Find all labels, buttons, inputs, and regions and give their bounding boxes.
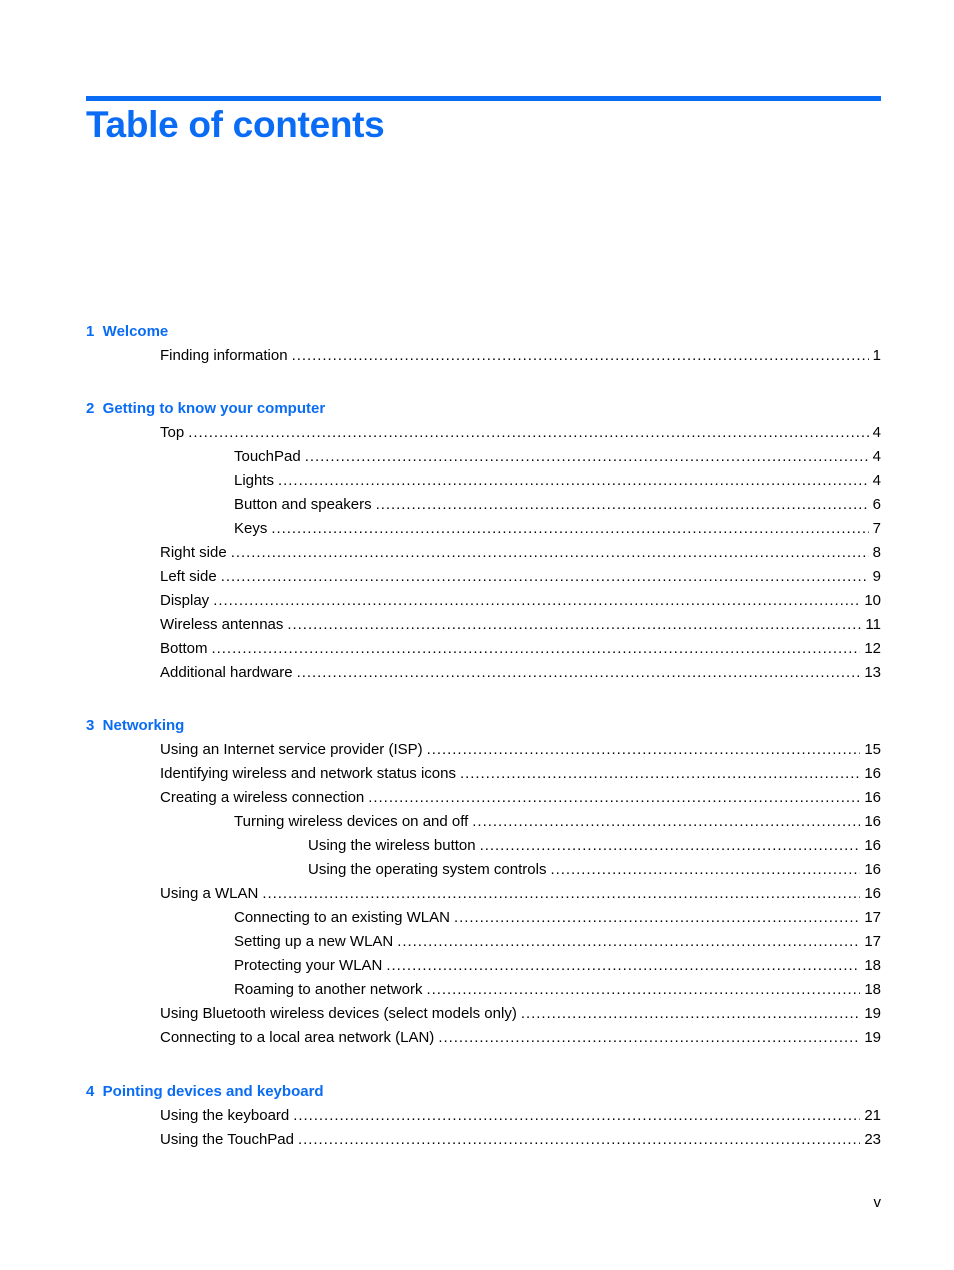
dot-leader [271, 519, 868, 539]
dot-leader [460, 764, 860, 784]
toc-entry-page: 10 [864, 592, 881, 609]
page-title: Table of contents [86, 104, 385, 145]
toc-entry-page: 13 [864, 664, 881, 681]
dot-leader [212, 639, 861, 659]
toc-entry-label: Lights [234, 472, 275, 489]
dot-leader [188, 423, 868, 443]
dot-leader [427, 740, 861, 760]
toc-entry-label: Button and speakers [234, 496, 372, 513]
toc-entry-label: Using a WLAN [160, 885, 259, 902]
chapter-heading[interactable]: 2 Getting to know your computer [86, 400, 326, 417]
toc-entry-label: Additional hardware [160, 664, 293, 681]
toc-entry[interactable] [160, 740, 881, 760]
toc-entry-page: 4 [872, 448, 881, 465]
toc-entry-label: Creating a wireless connection [160, 789, 365, 806]
toc-entry-label: TouchPad [234, 448, 301, 465]
toc-entry-page: 8 [872, 544, 881, 561]
toc-entry[interactable] [160, 1106, 881, 1126]
toc-entry[interactable] [234, 908, 881, 928]
toc-entry[interactable] [308, 836, 881, 856]
toc-entry[interactable] [160, 346, 881, 366]
toc-entry-page: 18 [864, 957, 881, 974]
toc-entry[interactable] [160, 567, 881, 587]
page-number: v [873, 1194, 881, 1211]
toc-entry-label: Top [160, 424, 185, 441]
toc-entry[interactable] [160, 1004, 881, 1024]
toc-entry-page: 18 [864, 981, 881, 998]
toc-entry-label: Using Bluetooth wireless devices (select models only) [160, 1005, 517, 1022]
toc-entry[interactable] [234, 495, 881, 515]
toc-entry[interactable] [160, 543, 881, 563]
toc-entry-page: 16 [864, 837, 881, 854]
toc-entry[interactable] [160, 615, 881, 635]
toc-entry-page: 16 [864, 885, 881, 902]
chapter-heading[interactable]: 4 Pointing devices and keyboard [86, 1083, 324, 1100]
dot-leader [550, 860, 860, 880]
toc-entry[interactable] [234, 980, 881, 1000]
toc-entry-page: 21 [864, 1107, 881, 1124]
toc-entry-label: Protecting your WLAN [234, 957, 383, 974]
toc-entry-page: 11 [865, 616, 881, 633]
dot-leader [386, 956, 860, 976]
toc-entry[interactable] [160, 591, 881, 611]
toc-entry-label: Using an Internet service provider (ISP) [160, 741, 423, 758]
toc-entry-page: 16 [864, 765, 881, 782]
toc-entry-page: 7 [872, 520, 881, 537]
toc-entry[interactable] [234, 447, 881, 467]
chapter-heading[interactable]: 1 Welcome [86, 323, 169, 340]
dot-leader [521, 1004, 860, 1024]
toc-entry-label: Connecting to an existing WLAN [234, 909, 450, 926]
dot-leader [213, 591, 860, 611]
toc-entry[interactable] [234, 812, 881, 832]
toc-entry-label: Using the TouchPad [160, 1131, 294, 1148]
toc-entry-label: Connecting to a local area network (LAN) [160, 1029, 435, 1046]
toc-entry-label: Left side [160, 568, 217, 585]
dot-leader [287, 615, 861, 635]
dot-leader [298, 1130, 860, 1150]
toc-entry-label: Using the operating system controls [308, 861, 547, 878]
toc-entry[interactable] [160, 1028, 881, 1048]
dot-leader [221, 567, 869, 587]
dot-leader [480, 836, 861, 856]
toc-entry-label: Setting up a new WLAN [234, 933, 394, 950]
toc-entry[interactable] [160, 764, 881, 784]
dot-leader [438, 1028, 860, 1048]
dot-leader [426, 980, 860, 1000]
dot-leader [293, 1106, 860, 1126]
toc-entry[interactable] [234, 956, 881, 976]
toc-entry[interactable] [160, 639, 881, 659]
toc-entry[interactable] [160, 788, 881, 808]
dot-leader [292, 346, 869, 366]
toc-entry-label: Display [160, 592, 210, 609]
toc-entry-page: 17 [864, 909, 881, 926]
toc-entry-page: 19 [864, 1029, 881, 1046]
dot-leader [397, 932, 860, 952]
dot-leader [454, 908, 860, 928]
toc-entry-page: 15 [864, 741, 881, 758]
toc-entry[interactable] [160, 1130, 881, 1150]
toc-entry-page: 17 [864, 933, 881, 950]
toc-entry-page: 4 [872, 424, 881, 441]
toc-entry-page: 6 [872, 496, 881, 513]
toc-entry-page: 16 [864, 813, 881, 830]
toc-entry-label: Finding information [160, 347, 288, 364]
toc-entry[interactable] [308, 860, 881, 880]
toc-entry-page: 4 [872, 472, 881, 489]
toc-entry-label: Wireless antennas [160, 616, 284, 633]
toc-entry-page: 23 [864, 1131, 881, 1148]
dot-leader [262, 884, 860, 904]
toc-entry-label: Using the keyboard [160, 1107, 290, 1124]
dot-leader [231, 543, 869, 563]
dot-leader [368, 788, 860, 808]
toc-entry-page: 16 [864, 789, 881, 806]
toc-entry-label: Using the wireless button [308, 837, 476, 854]
toc-entry[interactable] [160, 884, 881, 904]
toc-entry[interactable] [234, 932, 881, 952]
dot-leader [305, 447, 869, 467]
toc-entry-label: Turning wireless devices on and off [234, 813, 469, 830]
dot-leader [297, 663, 861, 683]
toc-entry-label: Right side [160, 544, 227, 561]
toc-entry[interactable] [160, 663, 881, 683]
toc-entry[interactable] [160, 423, 881, 443]
toc-entry[interactable] [234, 519, 881, 539]
toc-entry-page: 1 [872, 347, 881, 364]
dot-leader [278, 471, 869, 491]
toc-entry-page: 19 [864, 1005, 881, 1022]
toc-entry-label: Bottom [160, 640, 208, 657]
toc-entry-label: Keys [234, 520, 268, 537]
toc-entry-page: 16 [864, 861, 881, 878]
chapter-heading[interactable]: 3 Networking [86, 717, 185, 734]
toc-entry-page: 9 [872, 568, 881, 585]
dot-leader [472, 812, 860, 832]
toc-entry[interactable] [234, 471, 881, 491]
toc-entry-label: Roaming to another network [234, 981, 423, 998]
toc-entry-label: Identifying wireless and network status icons [160, 765, 456, 782]
dot-leader [376, 495, 869, 515]
toc-entry-page: 12 [864, 640, 881, 657]
